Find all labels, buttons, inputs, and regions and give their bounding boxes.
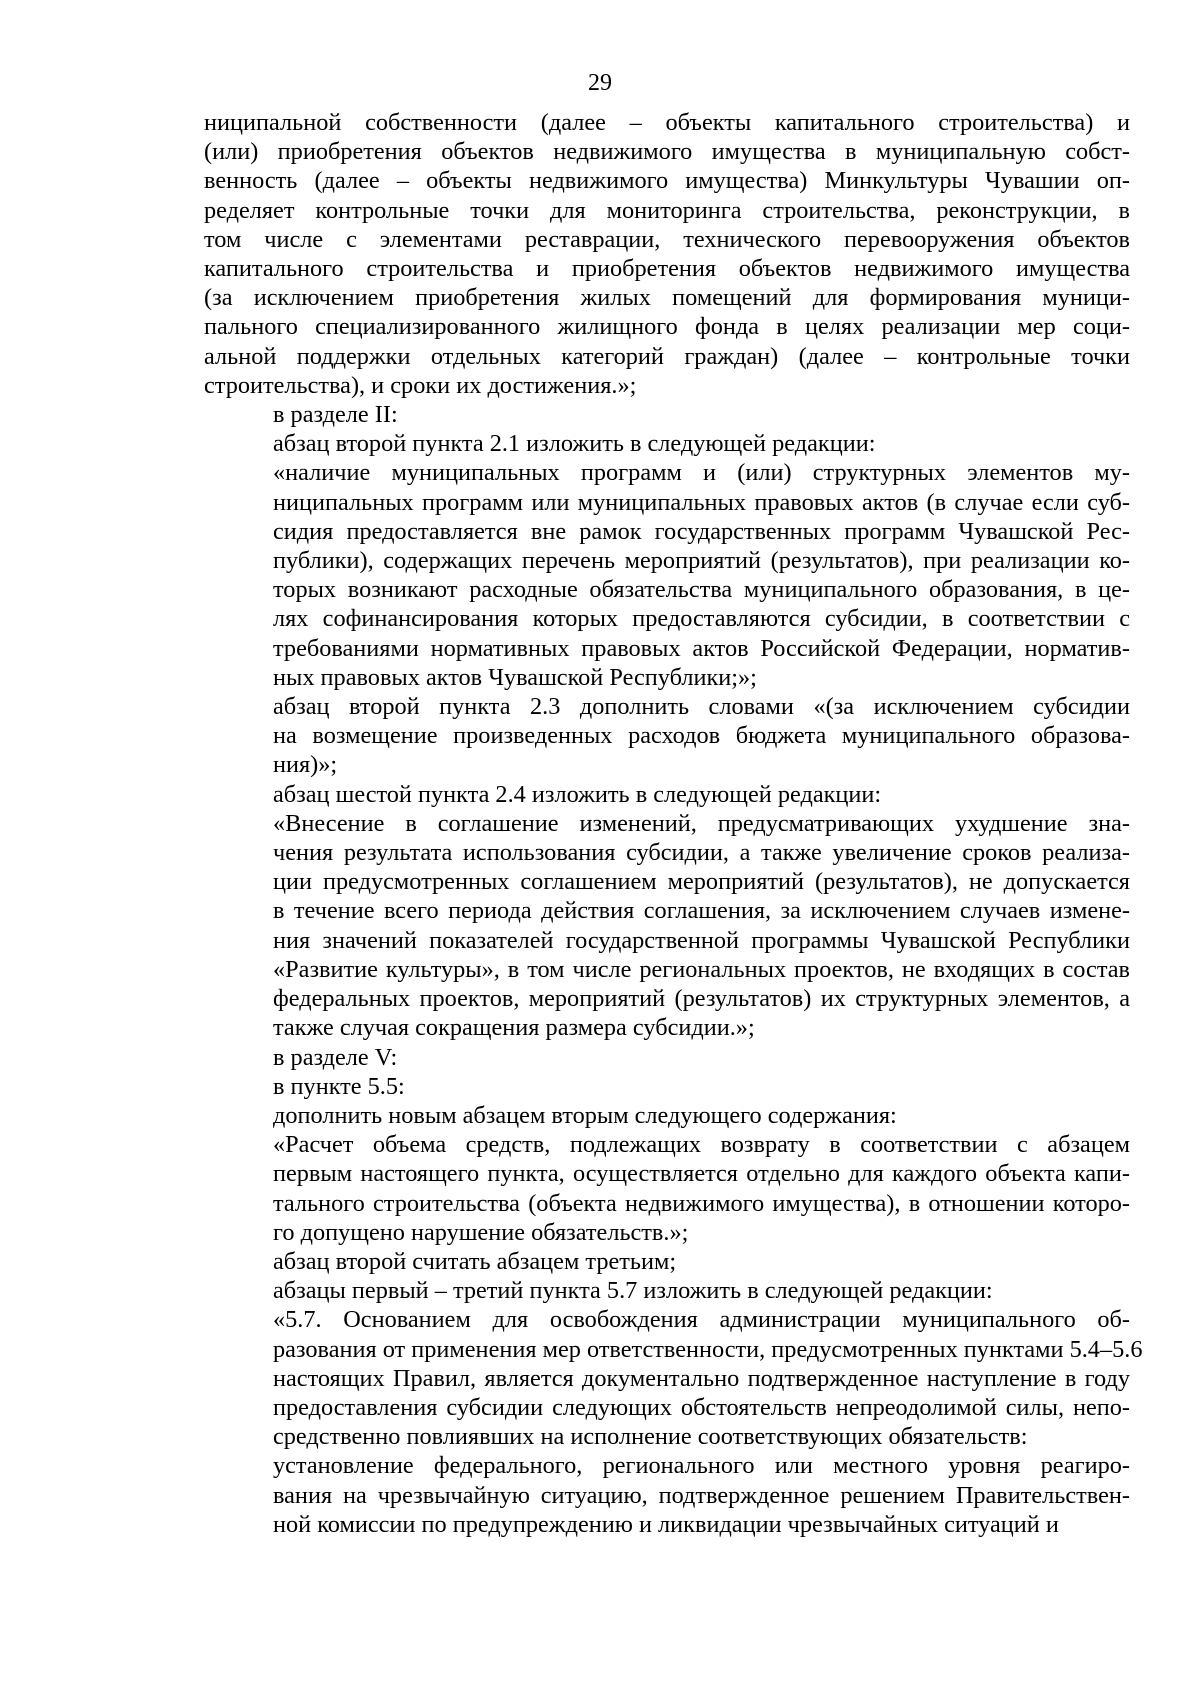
text-line: абзац шестой пункта 2.4 изложить в следующей редакции: <box>273 780 882 808</box>
text-line: абзац второй пункта 2.1 изложить в следующей редакции: <box>273 430 876 458</box>
text-line: альной поддержки отдельных категорий граждан) (далее – контрольные точки <box>204 342 1130 370</box>
text-line: (или) приобретения объектов недвижимого имущества в муниципальную собст- <box>204 138 1130 166</box>
paragraph <box>204 809 1130 1043</box>
text-line: ния значений показателей государственной программы Чувашской Республики <box>273 926 1130 954</box>
text-line: в разделе II: <box>273 401 398 429</box>
paragraph <box>204 1451 1130 1539</box>
text-line: первым настоящего пункта, осуществляется отдельно для каждого объекта капи- <box>273 1160 1130 1188</box>
text-line: ных правовых актов Чувашской Республики;»; <box>273 663 757 691</box>
text-line: ниципальных программ или муниципальных правовых актов (в случае если суб- <box>273 488 1130 516</box>
paragraph <box>204 1305 1143 1451</box>
text-line: «Развитие культуры», в том числе региональных проектов, не входящих в состав <box>273 955 1130 983</box>
text-line: в пункте 5.5: <box>273 1072 405 1100</box>
text-line: капитального строительства и приобретения объектов недвижимого имущества <box>204 255 1130 283</box>
page-number: 29 <box>588 70 612 96</box>
text-line: ниципальной собственности (далее – объекты капитального строительства) и <box>204 109 1130 136</box>
text-line: «Расчет объема средств, подлежащих возврату в соответствии с абзацем <box>273 1131 1130 1159</box>
paragraph <box>204 692 1130 780</box>
text-line: (за исключением приобретения жилых помещений для формирования муници- <box>204 284 1130 312</box>
paragraph <box>204 1101 1130 1130</box>
text-line: пального специализированного жилищного фонда в целях реализации мер соци- <box>204 313 1130 341</box>
text-line: средственно повлиявших на исполнение соответствующих обязательств: <box>273 1423 1028 1451</box>
text-line: в течение всего периода действия соглашения, за исключением случаев измене- <box>273 897 1130 925</box>
paragraph <box>204 1130 1130 1247</box>
text-line: вания на чрезвычайную ситуацию, подтвержденное решением Правительствен- <box>273 1481 1130 1509</box>
document-body <box>204 108 1143 1539</box>
text-line: ной комиссии по предупреждению и ликвидации чрезвычайных ситуаций и <box>273 1510 1059 1538</box>
text-line: тального строительства (объекта недвижимого имущества), в отношении которо- <box>273 1189 1130 1217</box>
paragraph <box>204 400 1130 429</box>
text-line: строительства), и сроки их достижения.»; <box>204 371 637 399</box>
paragraph <box>204 429 1130 458</box>
text-line: го допущено нарушение обязательств.»; <box>273 1218 689 1246</box>
text-line: публики), содержащих перечень мероприятий (результатов), при реализации ко- <box>273 547 1130 575</box>
paragraph <box>204 108 1130 400</box>
text-line: также случая сокращения размера субсидии.»; <box>273 1014 755 1042</box>
text-line: том числе с элементами реставрации, технического перевооружения объектов <box>204 225 1130 253</box>
text-line: разования от применения мер ответственности, предусмотренных пунктами 5.4–5.6 <box>273 1335 1143 1363</box>
text-line: «Внесение в соглашение изменений, предусматривающих ухудшение зна- <box>273 809 1130 837</box>
text-line: ции предусмотренных соглашением мероприятий (результатов), не допускается <box>273 868 1130 896</box>
text-line: предоставления субсидии следующих обстоятельств непреодолимой силы, непо- <box>273 1393 1130 1421</box>
text-line: требованиями нормативных правовых актов Российской Федерации, норматив- <box>273 634 1130 662</box>
text-line: венность (далее – объекты недвижимого имущества) Минкультуры Чувашии оп- <box>204 167 1130 195</box>
text-line: торых возникают расходные обязательства муниципального образования, в це- <box>273 576 1130 604</box>
text-line: абзац второй пункта 2.3 дополнить словами «(за исключением субсидии <box>273 693 1130 721</box>
paragraph <box>204 458 1130 692</box>
text-line: чения результата использования субсидии, а также увеличение сроков реализа- <box>273 839 1130 867</box>
text-line: «5.7. Основанием для освобождения администрации муниципального об- <box>273 1306 1130 1334</box>
paragraph <box>204 1276 1130 1305</box>
paragraph <box>204 1247 1130 1276</box>
text-line: федеральных проектов, мероприятий (результатов) их структурных элементов, а <box>273 985 1130 1013</box>
text-line: «наличие муниципальных программ и (или) структурных элементов му- <box>273 459 1130 487</box>
text-line: настоящих Правил, является документально подтвержденное наступление в году <box>273 1364 1130 1392</box>
text-line: ния)»; <box>273 751 338 779</box>
text-line: на возмещение произведенных расходов бюджета муниципального образова- <box>273 722 1130 750</box>
text-line: установление федерального, регионального или местного уровня реагиро- <box>273 1452 1130 1480</box>
text-line: дополнить новым абзацем вторым следующего содержания: <box>273 1101 897 1129</box>
text-line: абзац второй считать абзацем третьим; <box>273 1247 677 1275</box>
text-line: лях софинансирования которых предоставляются субсидии, в соответствии с <box>273 605 1130 633</box>
paragraph <box>204 780 1130 809</box>
text-line: ределяет контрольные точки для мониторинга строительства, реконструкции, в <box>204 196 1130 224</box>
paragraph <box>204 1072 1130 1101</box>
text-line: сидия предоставляется вне рамок государственных программ Чувашской Рес- <box>273 517 1130 545</box>
text-line: абзацы первый – третий пункта 5.7 изложить в следующей редакции: <box>273 1277 993 1305</box>
text-line: в разделе V: <box>273 1043 398 1071</box>
paragraph <box>204 1043 1130 1072</box>
